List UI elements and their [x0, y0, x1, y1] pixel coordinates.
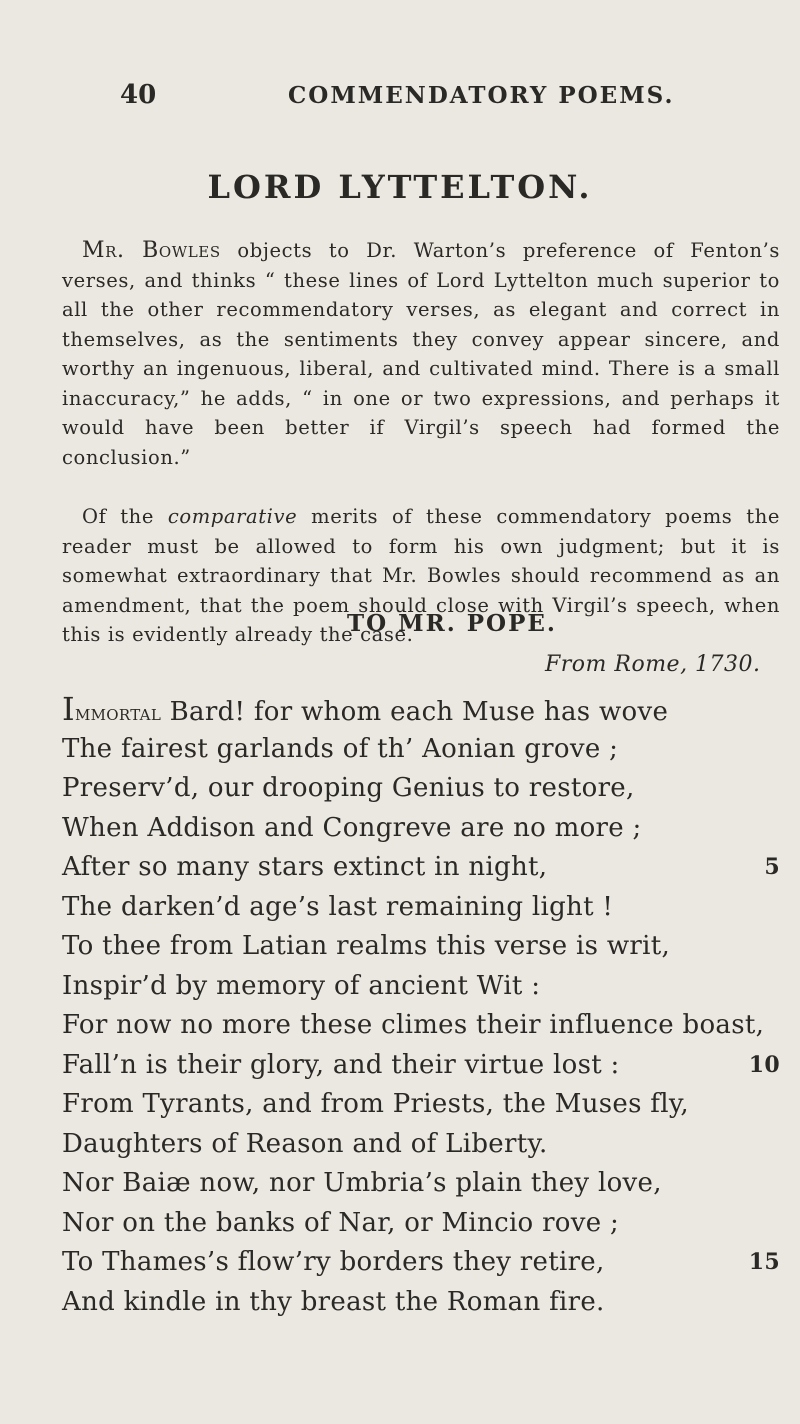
- poem-initial-letter: I: [62, 690, 75, 728]
- paragraph-text-before: Of the: [82, 505, 168, 528]
- poem-line-text: To thee from Latian realms this verse is writ,: [62, 931, 671, 961]
- poem-line-text: The fairest garlands of th’ Aonian grove ;: [62, 733, 619, 764]
- poem-line-text: Nor Baiæ now, nor Umbria’s plain they love,: [62, 1168, 662, 1198]
- poem-line-text: For now no more these climes their influence boast,: [62, 1010, 765, 1040]
- poem-line-text: After so many stars extinct in night,: [62, 852, 548, 882]
- running-head: [0, 80, 800, 120]
- poem-line: [62, 927, 780, 967]
- poem-title: TO MR. POPE.: [347, 610, 557, 637]
- poem-line-text: To Thames’s flow’ry borders they retire,: [62, 1247, 605, 1277]
- poem-line: [62, 1125, 780, 1165]
- poem-line-text: Preserv’d, our drooping Genius to restore,: [62, 773, 635, 803]
- poem-line-text: Inspir’d by memory of ancient Wit :: [62, 970, 541, 1001]
- paragraph-bowles: [62, 236, 780, 472]
- poem-line: [62, 730, 780, 770]
- poem-line-text: Daughters of Reason and of Liberty.: [62, 1128, 548, 1159]
- poem-dateline: From Rome, 1730.: [545, 652, 761, 677]
- poem-lines: [62, 690, 780, 1322]
- poem-line: [62, 1243, 780, 1283]
- line-number: 5: [764, 854, 780, 880]
- poem-first-word-small-caps: mmortal: [74, 701, 162, 726]
- line-number: 15: [748, 1249, 780, 1275]
- poem-line-text: From Tyrants, and from Priests, the Muses fly,: [62, 1089, 689, 1119]
- page-number: 40: [120, 80, 157, 110]
- poem-line: [62, 1006, 780, 1046]
- poem-line-text: When Addison and Congreve are no more ;: [62, 812, 642, 843]
- poem-line: [62, 1164, 780, 1204]
- paragraph-text-after: merits of these commendatory poems the reader must be allowed to form his own judgment; but it is somewhat extraordinary that Mr. Bowles should recommend as an amendment, that the poem should close with Virgil’s speech, when this is evidently already the case.: [62, 505, 780, 646]
- paragraph-lead-small-caps: Mr. Bowles: [82, 238, 221, 263]
- poem-line: [62, 769, 780, 809]
- section-title: LORD LYTTELTON.: [207, 168, 593, 206]
- poem-line: [62, 1085, 780, 1125]
- paragraph-text: objects to Dr. Warton’s preference of Fenton’s verses, and thinks “ these lines of Lord Lyttelton much superior to all the other recommendatory verses, as elegant and correct in themselves, as the sentiments they convey appear sincere, and worthy an ingenuous, liberal, and cultivated mind. There is a small inaccuracy,” he adds, “ in one or two expressions, and perhaps it would have been better if Virgil’s speech had formed the conclusion.”: [62, 239, 781, 469]
- poem-line: [62, 967, 780, 1007]
- line-number: 10: [748, 1051, 780, 1078]
- poem-line: [62, 1204, 780, 1244]
- poem-line: [62, 888, 780, 928]
- paragraph-emphasis: comparative: [167, 505, 298, 528]
- poem-line-text: And kindle in thy breast the Roman fire.: [62, 1286, 605, 1317]
- poem-line: [62, 690, 780, 730]
- poem-line: [62, 1046, 780, 1086]
- poem-line: [62, 1283, 780, 1323]
- poem-line: [62, 848, 780, 888]
- poem-line-text: The darken’d age’s last remaining light !: [62, 891, 614, 922]
- poem-line: [62, 809, 780, 849]
- poem-line-text: Nor on the banks of Nar, or Mincio rove ;: [62, 1207, 620, 1238]
- poem-line-text: Immortal Bard! for whom each Muse has wove: [62, 690, 669, 728]
- running-title: COMMENDATORY POEMS.: [288, 82, 675, 109]
- poem-line-text: Fall’n is their glory, and their virtue lost :: [62, 1049, 620, 1080]
